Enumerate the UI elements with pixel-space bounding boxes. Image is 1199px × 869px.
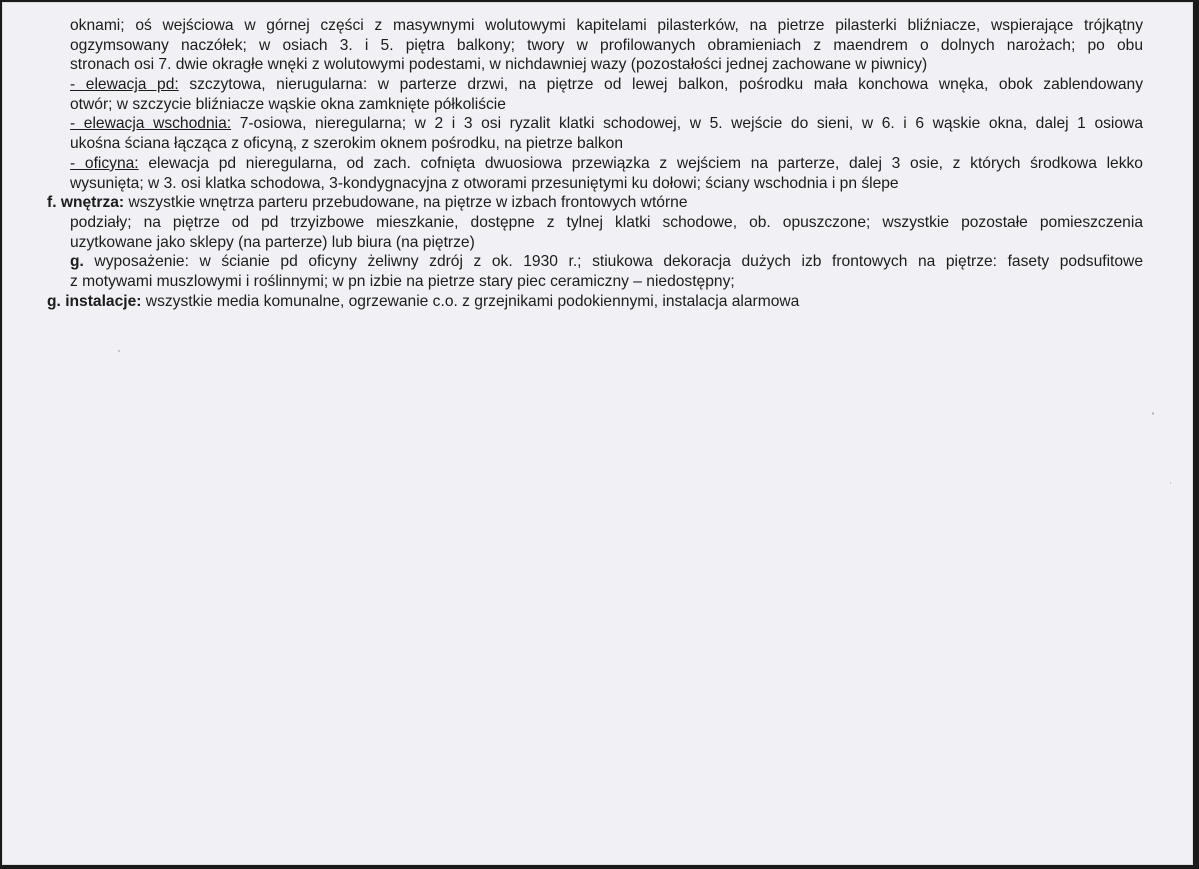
- text-line: otwór; w szczycie bliźniacze wąskie okna zamknięte półkoliście: [70, 95, 506, 113]
- text-line: stronach osi 7. dwie okragłe wnęki z wolutowymi podestami, w nichdawniej wazy (pozostałości jednej zachowane w piwnicy): [70, 56, 928, 74]
- text-line: oknami; oś wejściowa w górnej części z masywnymi wolutowymi kapitelami pilasterków, na pietrze pilasterki bliźniacze, wspierające trójkątny: [70, 17, 1143, 34]
- section-installations-heading: g. instalacje: wszystkie media komunalne, ogrzewanie c.o. z grzejnikami podokiennymi, instalacja alarmowa: [47, 292, 800, 310]
- document-text: [2, 16, 1193, 311]
- text-line: uzytkowane jako sklepy (na parterze) lub biura (na piętrze): [70, 233, 475, 251]
- elevation-south-line: - elewacja pd: szczytowa, nierugularna: w parterze drzwi, na piętrze od lewej balkon, pośrodku mała konchowa wnęka, obok zablendowany: [70, 76, 1143, 94]
- text-line: wysunięta; w 3. osi klatka schodowa, 3-kondygnacyjna z otworami przesuniętymi ku dołowi; ściany wschodnia i pn ślepe: [70, 174, 899, 192]
- paper-speck: [118, 350, 120, 352]
- elevation-east-label: - elewacja wschodnia:: [70, 115, 232, 133]
- elevation-east-line: - elewacja wschodnia: 7-osiowa, nieregularna; w 2 i 3 osi ryzalit klatki schodowej, w 5. wejście do sieni, w 6. i 6 wąskie okna, dalej 1 osiowa: [70, 115, 1143, 133]
- section-label: g.: [70, 253, 84, 271]
- text-line: z motywami muszlowymi i roślinnymi; w pn izbie na pietrze stary piec ceramiczny – niedostępny;: [70, 272, 735, 290]
- document-card: [2, 2, 1193, 865]
- section-label: g. instalacje:: [47, 292, 142, 310]
- section-label: f. wnętrza:: [47, 194, 125, 212]
- text-line: ukośna ściana łącząca z oficyną, z szerokim oknem pośrodku, na pietrze balkon: [70, 135, 623, 153]
- outbuilding-line: - oficyna: elewacja pd nieregularna, od zach. cofnięta dwuosiowa przewiązka z wejściem na parterze, dalej 3 osie, z których środkowa lekko: [70, 154, 1143, 172]
- elevation-south-label: - elewacja pd:: [70, 76, 179, 94]
- paper-speck: [1170, 482, 1171, 484]
- section-interiors-heading: f. wnętrza: wszystkie wnętrza parteru przebudowane, na piętrze w izbach frontowych wtórne: [47, 194, 688, 212]
- outbuilding-label: - oficyna:: [70, 154, 139, 172]
- section-furnishings-line: g. wyposażenie: w ścianie pd oficyny żeliwny zdrój z ok. 1930 r.; stiukowa dekoracja dużych izb frontowych na piętrze: fasety podsufitowe: [70, 253, 1143, 271]
- text-line: podziały; na piętrze od pd trzyizbowe mieszkanie, dostępne z tylnej klatki schodowe, ob. opuszczone; wszystkie pozostałe pomieszczenia: [70, 213, 1143, 231]
- paper-speck: [1152, 412, 1154, 415]
- text-line: ogzymsowany naczółek; w osiach 3. i 5. piętra balkony; twory w profilowanych obramieniach z maendrem o dolnych narożach; po obu: [70, 36, 1143, 54]
